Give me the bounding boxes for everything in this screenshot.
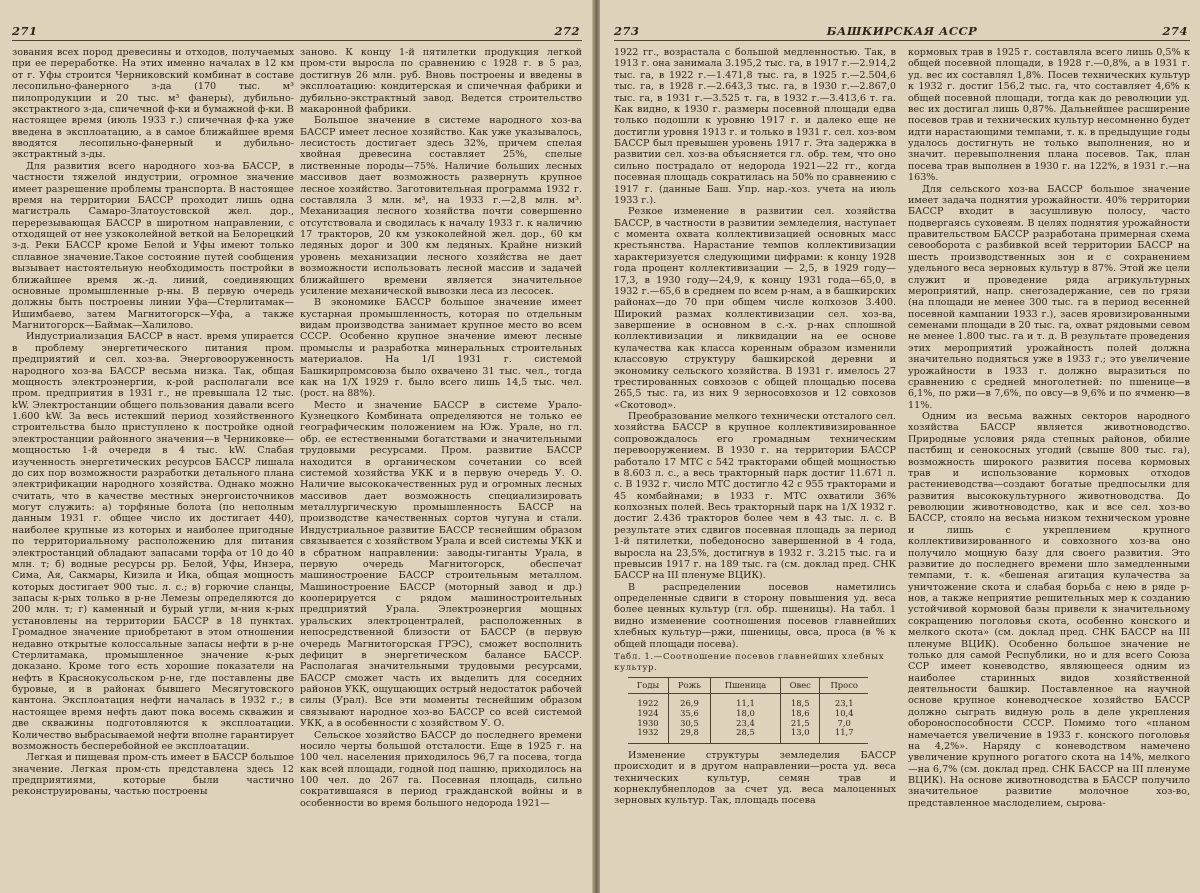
page-number-273: 273 (614, 24, 640, 38)
table-cell: 1924 (637, 708, 659, 719)
paragraph: Сельское хозяйство БАССР до последнего времени носило черты большой отсталости. Еще в 1925 г. на 100 чел. населения приходилось 96,7 га посева, тогда как всей площади, годной под пашню, приходилось на 100 чел. до 267 га. Посевная площадь, сильно сократившаяся в период гражданской войны и в особенности во время большого недорода 1921— (300, 729, 582, 809)
running-title: БАШКИРСКАЯ АССР (826, 24, 978, 38)
page-number-271: 271 (12, 24, 38, 38)
paragraph: кормовых трав в 1925 г. составляла всего лишь 0,5% к общей посевной площади, в 1928 г.—0,8%, а в 1931 г. уд. вес их составлял 1,8%. Посев технических культур к 1932 г. достиг 156,2 тыс. га, что составляет 4,6% к общей посевной площади, тогда как до революции уд. вес их достигал лишь 0,87%. Дальнейшее расширение посевов трав и технических культур несомненно будет идти нарастающими темпами, т. к. в предыдущие годы удалось достигнуть не только выполнения, но и значит. перевыполнения плана посевов. Так, план посева трав выполнен в 1930 г. на 122%, в 1931 г.—на 163%. (908, 47, 1190, 184)
table-cell: 7,0 (820, 719, 868, 729)
left-page-columns (12, 47, 582, 809)
table-cell: 30,5 (668, 719, 710, 729)
table-cell: 13,0 (781, 728, 820, 743)
paragraph: Одним из весьма важных секторов народного хозяйства БАССР является животноводство. Природные условия ряда степных районов, обилие пастбищ и сенокосных угодий (свыше 800 тыс. га), возможность широкого развития посева кормовых трав и использование кормовых отходов растениеводства—создают богатые предпосылки для развития высококультурного животноводства. До революции животноводство, как и все сел. хоз-во БАССР, стояло на весьма низком техническом уровне и лишь с укреплением крупного коллективизированного и совхозного хоз-ва оно получило мощную базу для своего развития. Это развитие до последнего времени шло замедленными темпами, т. к. «бешеная агитация кулачества за уничтожение скота и слабая борьба с нею в ряде р-нов, а также неприятие решительных мер к созданию устойчивой кормовой базы привели к значительному сокращению поголовья скота, особенно конского и мелкого скота» (см. доклад пред. СНК БАССР на III пленуме ВЦИК). Особенно большое значение не только для самой Республики, но и для всего Союза ССР имеет коневодство, являющееся одним из наиболее старинных видов хозяйственной деятельности башкир. Поставленное на научной основе крупное коневодческое хозяйство БАССР должно сыграть видную роль в деле укрепления обороноспособности СССР. Помимо того «планом намечается увеличение в 1933 г. конского поголовья на 4,2%». Наряду с коневодством намечено увеличение крупного рогатого скота на 14%, мелкого—на 6,7% (см. доклад пред. СНК БАССР на III пленуме ВЦИК). На основе животноводства в БАССР получило значительное развитие молочное хоз-во, представленное маслоделием, сырова- (908, 411, 1190, 809)
page-number-274: 274 (1162, 24, 1188, 38)
table-cell: 23,1 (820, 694, 868, 709)
table-cell: 18,5 (781, 694, 820, 709)
right-running-head (614, 24, 1190, 41)
table-cell: 11,7 (820, 728, 868, 743)
table-header: Пшеница (710, 677, 780, 694)
page-number-272: 272 (554, 24, 580, 38)
paragraph: Для развития всего народного хоз-ва БАССР, в частности тяжелой индустрии, огромное значение имеет разрешение проблемы транспорта. В настоящее время на территории БАССР проходит лишь одна магистраль Самаро-Златоустовской жел. дор., перерезывающая БАССР в широтном направлении, с отходящей от нее узкоколейной веткой на Белорецкий з-д. Реки БАССР кроме Белой и Уфы имеют только сплавное значение.Такое состояние путей сообщения вызывает настоятельную необходимость постройки в ближайшее время ж.-д. линий, соединяющих основные промышленные р-ны. В первую очередь должны быть построены линии Уфа—Стерлитамак—Ишимбаево, затем Магнитогорск—Уфа, а также Магнитогорск—Баймак—Халилово. (12, 160, 294, 331)
table-header: Годы (628, 677, 668, 694)
table-cell: 26,9 (668, 694, 710, 709)
column-271 (12, 47, 294, 809)
paragraph: Резкое изменение в развитии сел. хозяйства БАССР, в частности в развитии земледелия, наступает с момента охвата коллективизацией основных масс крестьянства. Нарастание темпов коллективизации характеризуется следующими цифрами: к концу 1928 года процент коллективизации — 2,5, в 1929 году—17,3, в 1930 году—24,9, к концу 1931 года—65,0, в 1932 г.—65,6 в среднем по всем р-нам, а в башкирских районах—до 70 при общем числе колхозов 3.400. Широкий размах коллективизации сел. хоз-ва, завершение в основном в с.-х. р-нах сплошной коллективизации и ликвидации на ее основе кулачества как класса коренным образом изменили классовую структуру башкирской деревни и экономику сельского хозяйства. В 1931 г. имелось 27 трестированных совхозов с общей площадью посева 265,5 тыс. га, из них 9 зерносовхозов и 12 совхозов «Скотовод». (614, 206, 896, 411)
paragraph: В распределении посевов наметились определенные сдвиги в сторону повышения уд. веса более ценных культур (гл. обр. пшеницы). На табл. 1 видно изменение соотношения посевов главнейших хлебных культур—ржи, пшеницы, овса, проса (в % к общей площади посева). (614, 581, 896, 650)
left-page (0, 0, 593, 893)
paragraph: заново. К концу 1-й пятилетки продукция легкой пром-сти выросла по сравнению с 1928 г. в 5 раз, достигнув 26 млн. руб. Вновь построены и введены в эксплоатацию: кондитерская и спичечная фабрики и дубильно-экстрактный завод. Ведется строительство макаронной фабрики. (300, 47, 582, 115)
book-gutter (593, 0, 600, 893)
left-running-head (12, 24, 582, 41)
table-row (628, 694, 868, 709)
right-page-columns (614, 47, 1190, 809)
paragraph: зования всех пород древесины и отходов, получаемых при ее переработке. На этих именно началах в 12 км от г. Уфы строится Черниковский комбинат в составе лесопильно-фанерного з-да (170 тыс. м³ пилопродукции и 20 тыс. м³ фанеры), дубильно-экстрактного з-да, спичечной ф-ки и бумажной ф-ки. В настоящее время (июль 1933 г.) спичечная ф-ка уже введена в эксплоатацию, а в самое ближайшее время вводятся лесопильно-фанерный и дубильно-экстрактный з-ды. (12, 47, 294, 161)
paragraph: Преобразование мелкого технически отсталого сел. хозяйства БАССР в крупное коллективизированное сопровождалось его громадным техническим перевооружением. В 1930 г. на территории БАССР работало 17 МТС с 542 тракторами общей мощностью в 8.603 л. с., а весь тракторный парк достиг 11.671 л. с. В 1932 г. число МТС достигло 42 с 955 тракторами и 45 комбайнами; в 1933 г. МТС охватили 36% колхозных полей. Весь тракторный парк на 1/X 1932 г. достиг 2.436 тракторов более чем в 43 тыс. л. с. В результате этих сдвигов посевная площадь за период 1-й пятилетки, победоносно завершенной в 4 года, выросла на 23,5%, достигнув в 1932 г. 3.215 тыс. га и превысив 1917 г. на 189 тыс. га (см. доклад пред. СНК БАССР на III пленуме ВЦИК). (614, 411, 896, 582)
paragraph: 1922 гг., возрастала с большой медленностью. Так, в 1913 г. она занимала 3.195,2 тыс. га, в 1917 г.—2.914,2 тыс. га, в 1922 г.—1.471,8 тыс. га, в 1925 г.—2.504,6 тыс. га, в 1928 г.—2.643,3 тыс. га, в 1930 г.—2.867,0 тыс. га, в 1931 г.—3.525 т. га, в 1932 г.—3.413,6 т. га. Как видно, к 1930 г. размеры посевной площади едва только подошли к уровню 1917 г. и далеко еще не достигли уровня 1913 г. и только в 1931 г. сел. хоз-вом БАССР был превышен уровень 1917 г. Эта задержка в развитии сел. хоз-ва объясняется гл. обр. тем, что оно сильно пострадало от недорода 1921—22 гг., когда посевная площадь сократилась на 50% по сравнению с 1917 г. (данные Баш. Упр. нар.-хоз. учета на июль 1933 г.). (614, 47, 896, 206)
table-row (628, 728, 868, 743)
table-cell: 18,6 (781, 709, 820, 719)
table-cell: 28,5 (710, 728, 780, 743)
table-cell: 29,8 (668, 728, 710, 743)
column-274 (908, 47, 1190, 809)
paragraph: В экономике БАССР большое значение имеет кустарная промышленность, которая по отдельным видам производства занимает крупное место во всем СССР. Особенно крупное значение имеют лесные промыслы и разработка минеральных строительных материалов. На 1/I 1931 г. системой Башкирпромсоюза было охвачено 31 тыс. чел., тогда как на 1/X 1929 г. было всего лишь 14,5 тыс. чел. (рост. на 88%). (300, 297, 582, 400)
table-cell: 35,6 (668, 709, 710, 719)
table-cell: 21,5 (781, 719, 820, 729)
table-cell: 1922 (637, 698, 659, 709)
paragraph: Для сельского хоз-ва БАССР большое значение имеет задача поднятия урожайности. 40% территории БАССР входит в засушливую полосу, часто подвергаясь суховеям. В целях поднятия урожайности правительством БАССР разработана примерная схема севооборота с разбивкой всей территории БАССР на шесть производственных зон и с сохранением удельного веса зерновых культур в 87%. Этой же цели служит и проведение ряда агрикультурных мероприятий, напр. снегозадержание, сев по грязи (на площади не менее 300 тыс. га в период весенней посевной кампании 1933 г.), засев яровизированными семенами площади в 20 тыс. га, охват рядовыми севом не менее 1.800 тыс. га и т. д. В результате проведения этих мероприятий урожайность полей должна значительно подняться уже в 1933 г.; это увеличение урожайности в 1933 г. должно выразиться по сравнению с средней многолетней: по пшенице—в 6,1%, по ржи—в 7,6%, по овсу—в 9,6% и по ячменю—в 11%. (908, 183, 1190, 411)
table-header: Просо (820, 677, 868, 694)
table-header: Овес (781, 677, 820, 694)
paragraph: Большое значение в системе народного хоз-ва БАССР имеет лесное хозяйство. Как уже указывалось, лесистость достигает здесь 32%, причем спелая хвойная древесина составляет 25%, спелые лиственные породы—75%. Наличие больших лесных массивов дает возможность развернуть крупное лесное хозяйство. Заготовительная программа 1932 г. составляла 3 млн. м³, на 1933 г.—2,8 млн. м³. Механизация лесного хозяйства почти совершенно отсутствовала и сводилась к началу 1933 г. к наличию 17 тракторов, 20 км узкоколейной жел. дор., 60 км ледяных дорог и 300 км ледяных. Крайне низкий уровень механизации лесного хозяйства не дает возможности использовать лесной массив и задачей ближайшего времени является значительное усиление механической вывозки леса из лесосек. (300, 115, 582, 297)
paragraph: Индустриализация БАССР в наст. время упирается в проблему энергетического питания пром. предприятий и сел. хоз-ва. Энерговооруженность народного хоз-ва БАССР весьма низка. Так, общая мощность электроэнергии, к-рой располагали все пром. предприятия в 1931 г., не превышала 12 тыс. kW. Электростанции общего пользования давали всего 1.600 kW. За весь истекший период хозяйственного строительства было приступлено к постройке одной электростанции районного значения—в Черниковке—мощностью 1-й очереди в 4 тыс. kW. Слабая изученность энергетических ресурсов БАССР лишала до сих пор возможности разработки детального плана электрификации народного хозяйства. Однако можно считать, что в качестве местных энергоисточников могут служить: а) торфяные болота (по неполным данным 1931 г. общее число их достигает 440), наиболее крупные из которых и наиболее пригодные по территориальному расположению для питания электростанций обладают запасами торфа от 10 до 40 млн. т; б) водные ресурсы рр. Белой, Уфы, Инзера, Сима, Ая, Сакмары, Кизила и Ика, общая мощность которых достигает 900 тыс. л. с.; в) горючие сланцы, запасы к-рых только в р-не Лемезы определяются до 200 млн. т; г) каменный и бурый угли, м-ния к-рых установлены на территории БАССР в 18 пунктах. Громадное значение приобретают в этом отношении недавно открытые колоссальные запасы нефти в р-не Стерлитамака, промышленное значение к-рых доказано. Кроме того есть хорошие показатели на нефть в Краснокусольском р-не, где поставлены две буровые, и в районах бывшего Месягутовского кантона. Эксплоатация нефти началась в 1932 г.; в настоящее время нефть дают пока восемь скважин и две скважины подготовляются к эксплоатации. Количество выбрасываемой нефти вполне гарантирует возможность бесперебойной ее эксплоатации. (12, 331, 294, 752)
right-page (600, 0, 1200, 893)
table-cell: 11,1 (710, 694, 780, 709)
paragraph: Изменение структуры земледелия БАССР происходит и в другом направлении—роста уд. веса технических культур, семян трав и корнеклубнеплодов за счет уд. веса малоценных зерновых культур. Так, площадь посева (614, 749, 896, 807)
paragraph: Место и значение БАССР в системе Урало-Кузнецкого Комбината определяются не только ее географическим положением на Юж. Урале, но гл. обр. ее естественными богатствами и значительными трудовыми ресурсами. Пром. развитие БАССР находится в органическом сочетании со всей системой хозяйства УКК и в первую очередь У. О. Наличие высококачественных руд и огромных лесных массивов дает возможность специализировать металлургическую промышленность БАССР на производстве качественных сортов чугуна и стали. Индустриальное развитие БАССР теснейшим образом связывается с хозяйством Урала и всей системы УКК и в сбратном направлении: заводы-гиганты Урала, в первую очередь Магнитогорск, обеспечат машиностроение БАССР строительным металлом. Машиностроение БАССР (моторный завод и др.) кооперируется с рядом машиностроительных предприятий Урала. Электроэнергия мощных уральских электроцентралей, расположенных в непосредственной близости от БАССР (в первую очередь Магнитогорская ГРЭС), сможет восполнить дефицит в энергетическом балансе БАССР. Располагая значительными трудовыми ресурсами, БАССР сможет часть их выделить для соседних районов УКК, ощущающих острый недостаток рабочей силы (Урал). Все эти моменты теснейшим образом связывают народное хоз-во БАССР со всей системой УКК, а в особенности с хозяйством У. О. (300, 399, 582, 730)
table-cell: 23,4 (710, 719, 780, 729)
table-cell: 18,0 (710, 709, 780, 719)
table-cell: 1930 (637, 717, 659, 728)
crop-ratio-table (628, 677, 868, 744)
column-272 (300, 47, 582, 809)
paragraph: Легкая и пищевая пром-сть имеет в БАССР большое значение. Легкая пром-сть представлена здесь 12 предприятиями, которые были частично реконструированы, частью построены (12, 752, 294, 798)
table-header: Рожь (668, 677, 710, 694)
table-caption: Табл. 1.—Соотношение посевов главнейших хлебных культур. (614, 651, 885, 673)
table-cell: 10,4 (820, 709, 868, 719)
column-273 (614, 47, 896, 809)
table-cell: 1932 (628, 728, 668, 743)
